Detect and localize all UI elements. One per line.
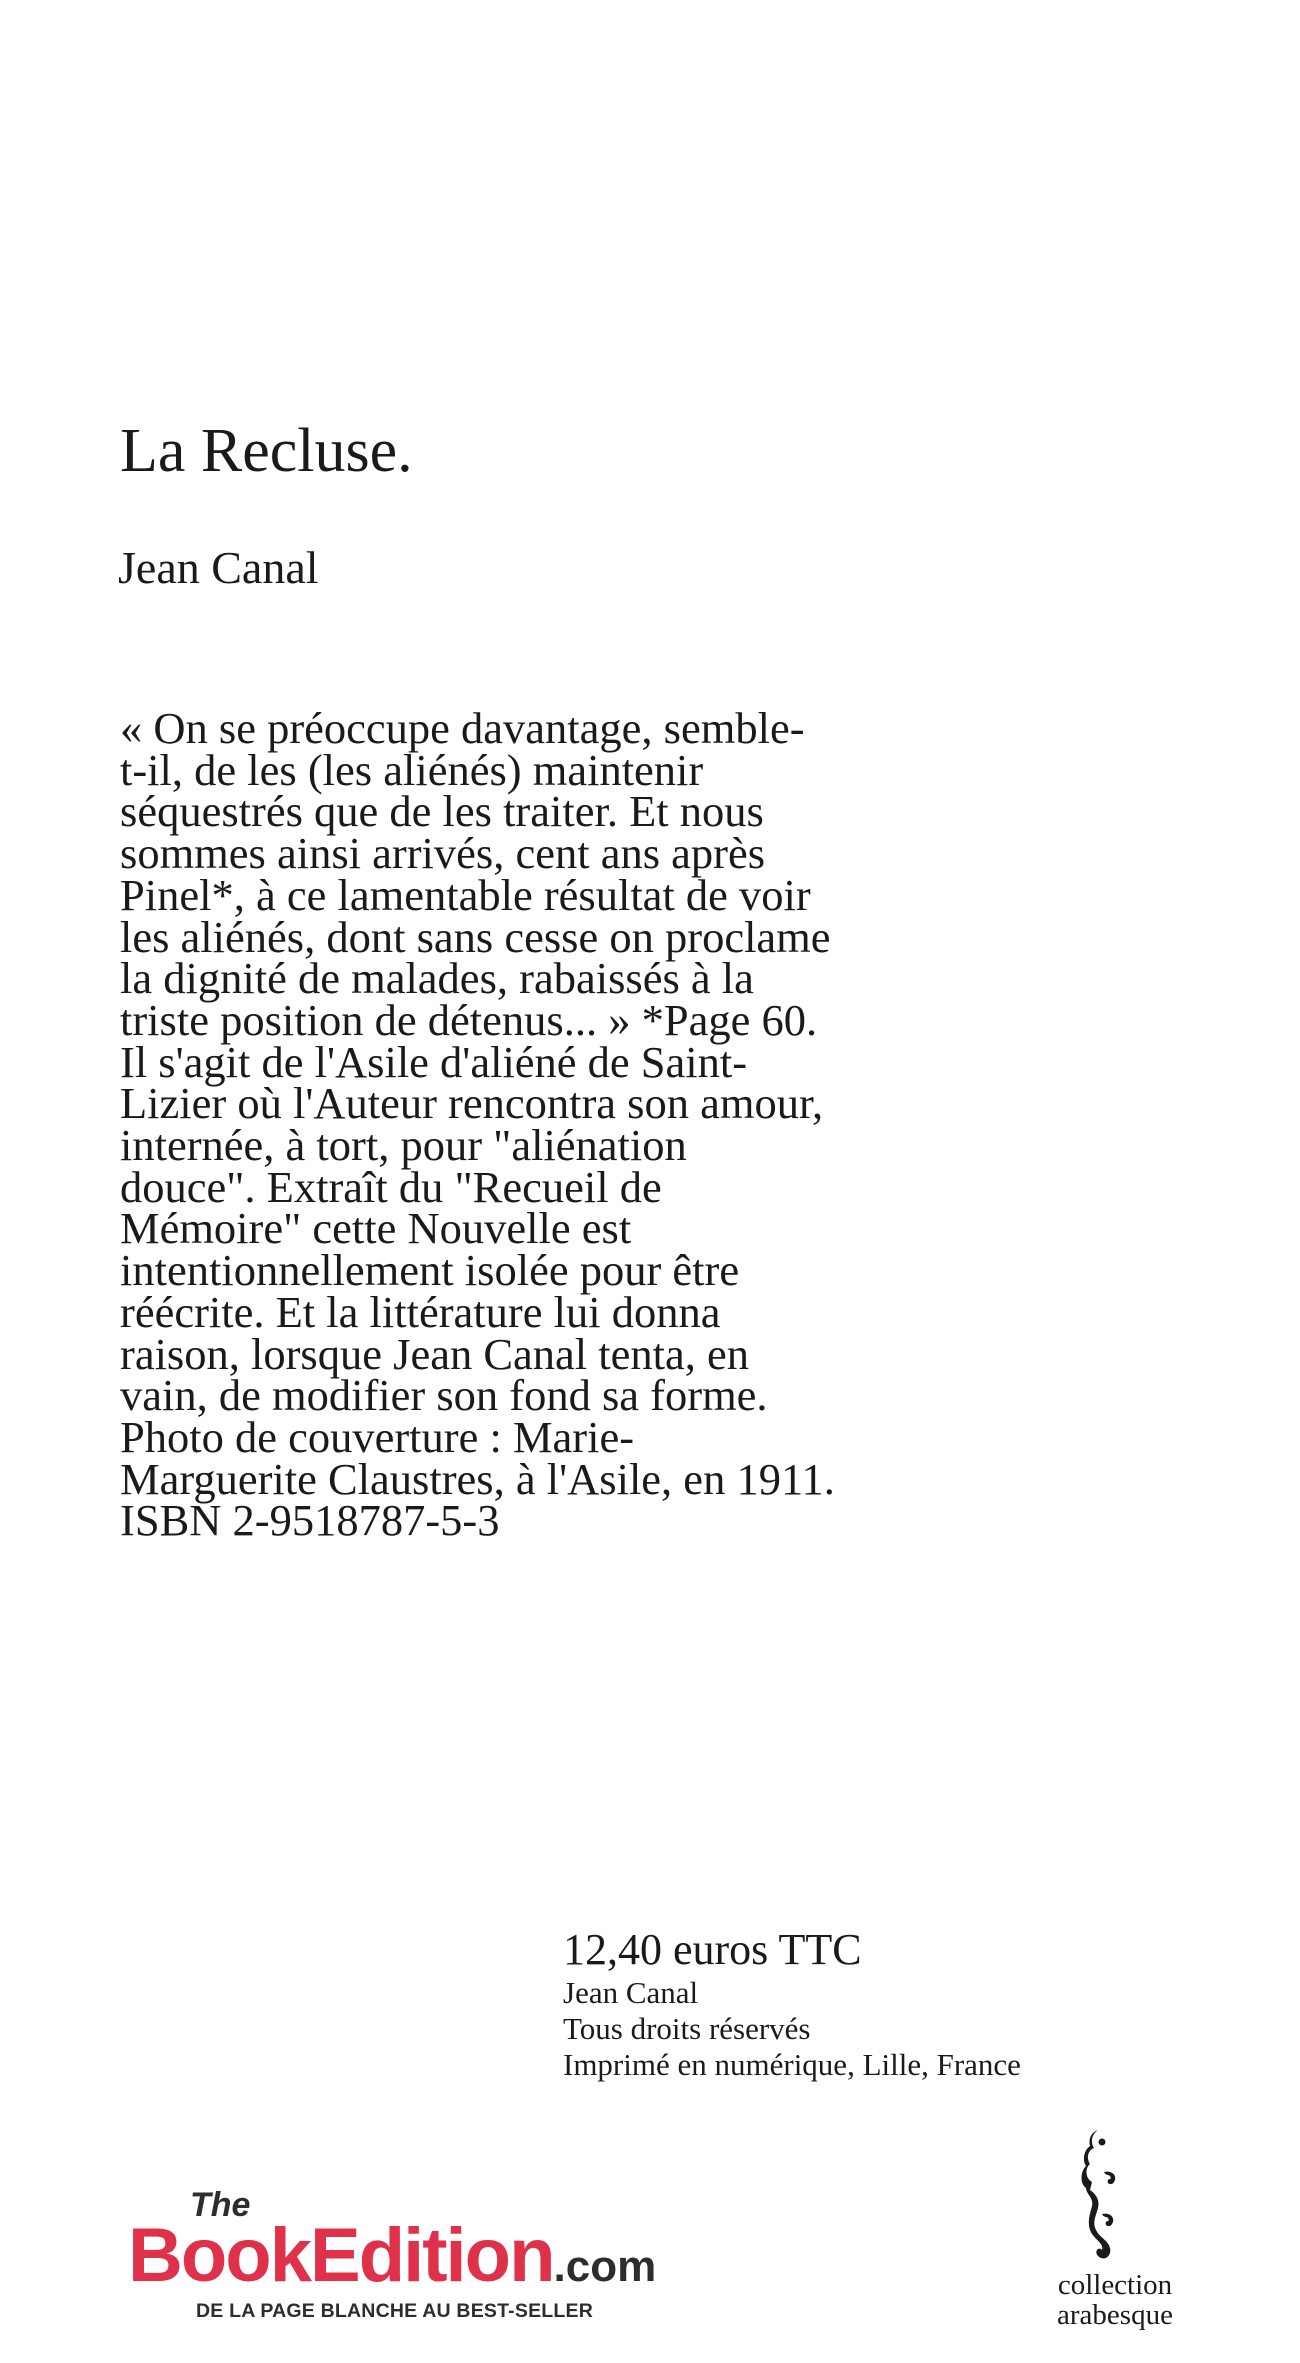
blurb-line: raison, lorsque Jean Canal tenta, en [120,1328,749,1379]
book-title: La Recluse. [120,417,413,485]
seahorse-ornament-icon [1068,2128,1128,2268]
collection-label-line1: collection [1057,2269,1173,2301]
blurb-line: Mémoire" cette Nouvelle est [120,1203,632,1254]
blurb-line: Lizier où l'Auteur rencontra son amour, [120,1078,824,1129]
blurb-line: douce". Extraît du "Recueil de [120,1161,662,1212]
blurb-line: réécrite. Et la littérature lui donna [120,1286,721,1337]
blurb-line: séquestrés que de les traiter. Et nous [120,786,764,837]
imprint-author: Jean Canal [563,1975,699,2010]
logo-wordmark [128,2213,657,2298]
logo-the: The [190,2186,251,2224]
blurb-line: les aliénés, dont sans cesse on proclame [120,911,831,962]
rights-notice: Tous droits réservés [563,2011,811,2046]
imprint-block [563,1925,1021,2083]
price: 12,40 euros TTC [563,1925,862,1974]
logo-brand: BookEdition [128,2213,554,2298]
book-author: Jean Canal [118,542,319,593]
printing-notice: Imprimé en numérique, Lille, France [563,2047,1021,2082]
blurb-line: t-il, de les (les aliénés) maintenir [120,744,704,795]
blurb-line: internée, à tort, pour "aliénation [120,1120,687,1171]
blurb-line: « On se préoccupe davantage, semble- [120,703,805,753]
bookedition-logo [128,2188,718,2328]
blurb-line: Marguerite Claustres, à l'Asile, en 1911. [120,1453,835,1504]
blurb-line: Pinel*, à ce lamentable résultat de voir [120,869,811,920]
blurb-line: vain, de modifier son fond sa forme. [120,1370,768,1421]
logo-tagline: DE LA PAGE BLANCHE AU BEST-SELLER [196,2300,593,2322]
blurb-line: sommes ainsi arrivés, cent ans après [120,828,766,879]
collection-label-line2: arabesque [1057,2299,1173,2331]
blurb-line: triste position de détenus... » *Page 60. [120,994,818,1045]
collection-label [1040,2270,1190,2330]
logo-tld: .com [553,2242,657,2291]
blurb-line: la dignité de malades, rabaissés à la [120,953,754,1004]
back-cover-blurb [120,703,980,1546]
blurb-line: Photo de couverture : Marie- [120,1411,635,1462]
blurb-line: intentionnellement isolée pour être [120,1245,740,1296]
blurb-line: Il s'agit de l'Asile d'aliéné de Saint- [120,1036,748,1087]
blurb-line: ISBN 2-9518787-5-3 [120,1495,500,1546]
